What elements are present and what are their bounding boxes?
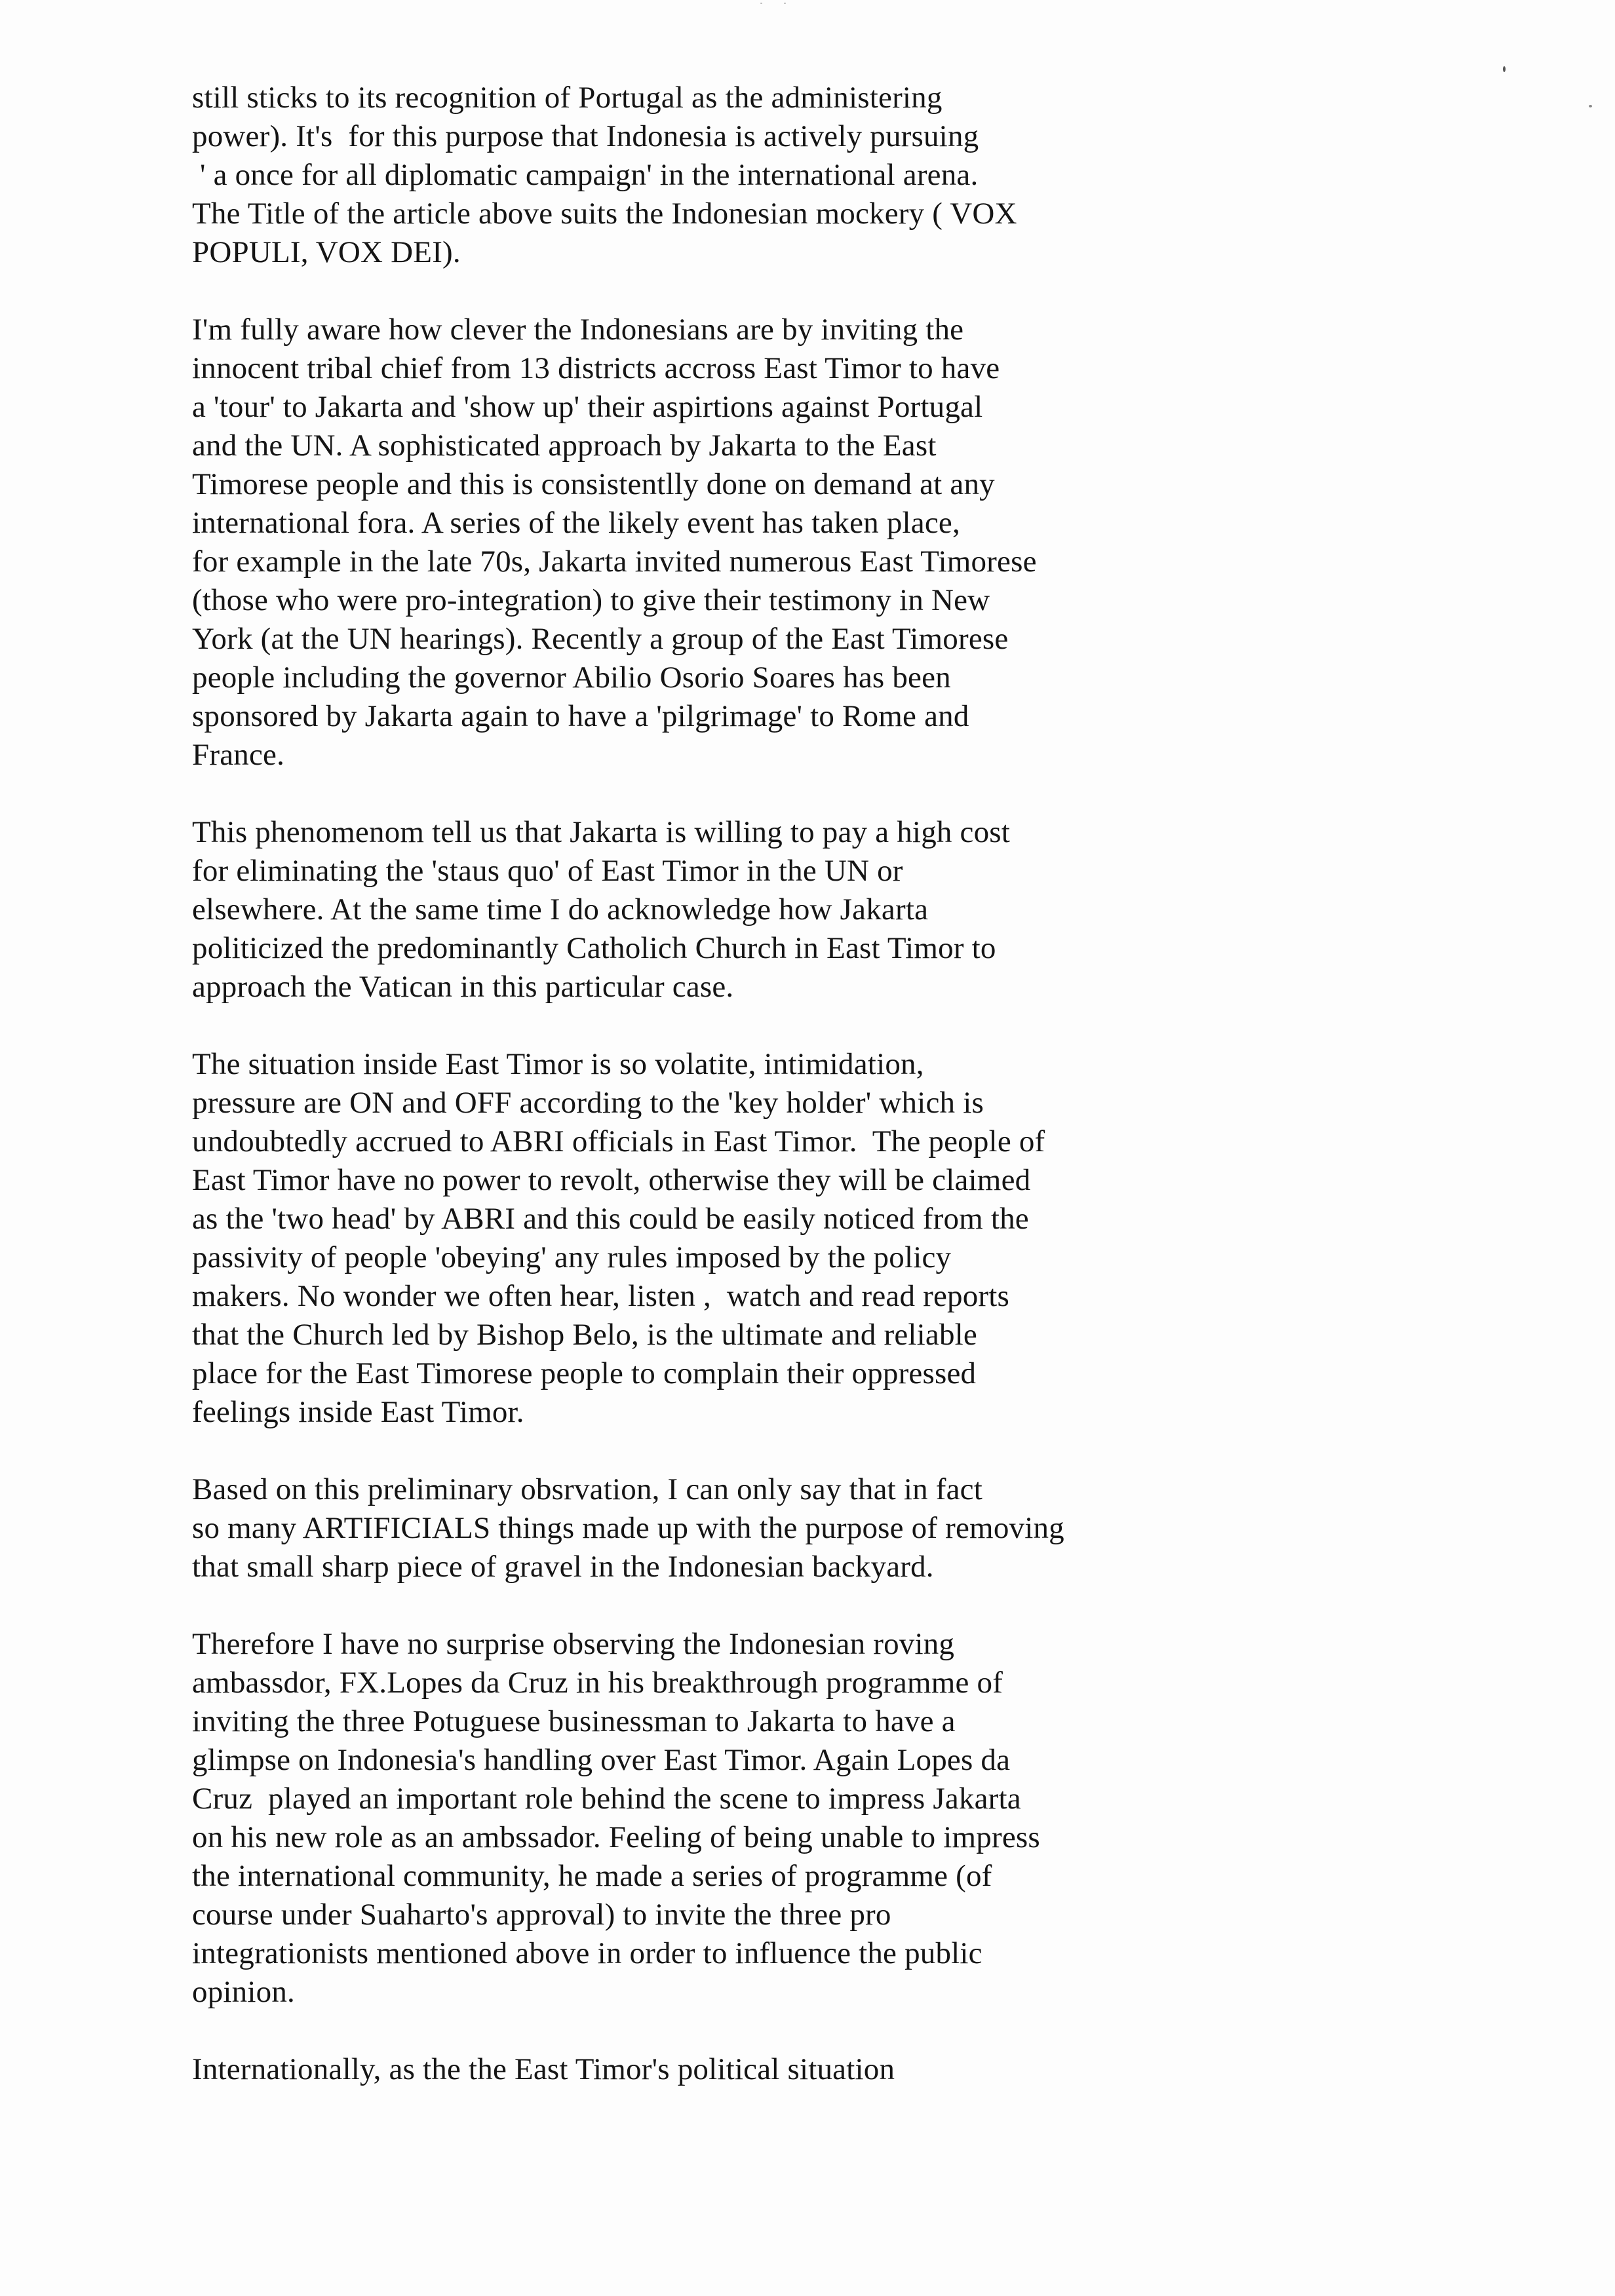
paragraph [192, 79, 1267, 272]
text-line: pressure are ON and OFF according to the 'key holder' which is [192, 1086, 984, 1120]
text-line: power). It's for this purpose that Indonesia is actively pursuing [192, 119, 979, 153]
text-line: still sticks to its recognition of Portugal as the administering [192, 81, 943, 115]
text-line: integrationists mentioned above in order to influence the public [192, 1936, 983, 1970]
scan-speck [784, 3, 786, 4]
scan-speck [760, 3, 762, 4]
text-line: place for the East Timorese people to complain their oppressed [192, 1356, 977, 1390]
text-line: sponsored by Jakarta again to have a 'pilgrimage' to Rome and [192, 699, 969, 733]
text-line: for eliminating the 'staus quo' of East Timor in the UN or [192, 854, 903, 888]
text-line: Based on this preliminary obsrvation, I can only say that in fact [192, 1472, 983, 1506]
text-line: I'm fully aware how clever the Indonesians are by inviting the [192, 313, 964, 347]
text-line: the international community, he made a series of programme (of [192, 1859, 992, 1893]
text-line: elsewhere. At the same time I do acknowledge how Jakarta [192, 892, 929, 927]
paragraph [192, 1470, 1267, 1586]
text-line: East Timor have no power to revolt, otherwise they will be claimed [192, 1163, 1031, 1197]
text-line: and the UN. A sophisticated approach by Jakarta to the East [192, 429, 937, 463]
text-line: that small sharp piece of gravel in the Indonesian backyard. [192, 1550, 934, 1584]
text-line: (those who were pro-integration) to give their testimony in New [192, 583, 990, 617]
text-line: York (at the UN hearings). Recently a group of the East Timorese [192, 622, 1009, 656]
text-line: politicized the predominantly Catholich Church in East Timor to [192, 931, 996, 965]
scan-speck [1589, 105, 1592, 107]
text-line: on his new role as an ambssador. Feeling of being unable to impress [192, 1820, 1040, 1854]
text-line: ambassdor, FX.Lopes da Cruz in his breakthrough programme of [192, 1666, 1003, 1700]
text-line: feelings inside East Timor. [192, 1395, 524, 1429]
text-line: France. [192, 738, 285, 772]
text-line: undoubtedly accrued to ABRI officials in East Timor. The people of [192, 1124, 1045, 1158]
text-line: as the 'two head' by ABRI and this could be easily noticed from the [192, 1202, 1029, 1236]
text-line: POPULI, VOX DEI). [192, 235, 461, 269]
text-line: so many ARTIFICIALS things made up with the purpose of removing [192, 1511, 1064, 1545]
paragraph [192, 311, 1267, 775]
text-line: inviting the three Potuguese businessman to Jakarta to have a [192, 1704, 956, 1738]
text-line: ' a once for all diplomatic campaign' in the international arena. [192, 158, 979, 192]
text-line: approach the Vatican in this particular case. [192, 970, 734, 1004]
text-line: Cruz played an important role behind the scene to impress Jakarta [192, 1782, 1021, 1816]
text-line: for example in the late 70s, Jakarta invited numerous East Timorese [192, 545, 1037, 579]
text-line: international fora. A series of the likely event has taken place, [192, 506, 960, 540]
text-line: Therefore I have no surprise observing the Indonesian roving [192, 1627, 955, 1661]
text-line: course under Suaharto's approval) to invite the three pro [192, 1898, 891, 1932]
text-line: The situation inside East Timor is so volatite, intimidation, [192, 1047, 924, 1081]
text-line: The Title of the article above suits the Indonesian mockery ( VOX [192, 197, 1017, 231]
text-line: that the Church led by Bishop Belo, is the ultimate and reliable [192, 1318, 977, 1352]
paragraph [192, 813, 1267, 1006]
text-line: This phenomenom tell us that Jakarta is willing to pay a high cost [192, 815, 1011, 849]
text-line: glimpse on Indonesia's handling over East Timor. Again Lopes da [192, 1743, 1011, 1777]
scan-speck [1503, 66, 1506, 72]
text-line: people including the governor Abilio Osorio Soares has been [192, 660, 951, 695]
text-line: Timorese people and this is consistentlly done on demand at any [192, 467, 995, 501]
text-line: a 'tour' to Jakarta and 'show up' their aspirtions against Portugal [192, 390, 983, 424]
text-line: makers. No wonder we often hear, listen , watch and read reports [192, 1279, 1010, 1313]
text-line: opinion. [192, 1975, 295, 2009]
text-line: innocent tribal chief from 13 districts accross East Timor to have [192, 351, 1000, 385]
paragraph [192, 1045, 1267, 1432]
text-line: Internationally, as the the East Timor's political situation [192, 2052, 895, 2086]
paragraph [192, 1625, 1267, 2012]
text-line: passivity of people 'obeying' any rules imposed by the policy [192, 1240, 952, 1274]
document-body [192, 79, 1267, 2128]
paragraph [192, 2050, 1267, 2089]
